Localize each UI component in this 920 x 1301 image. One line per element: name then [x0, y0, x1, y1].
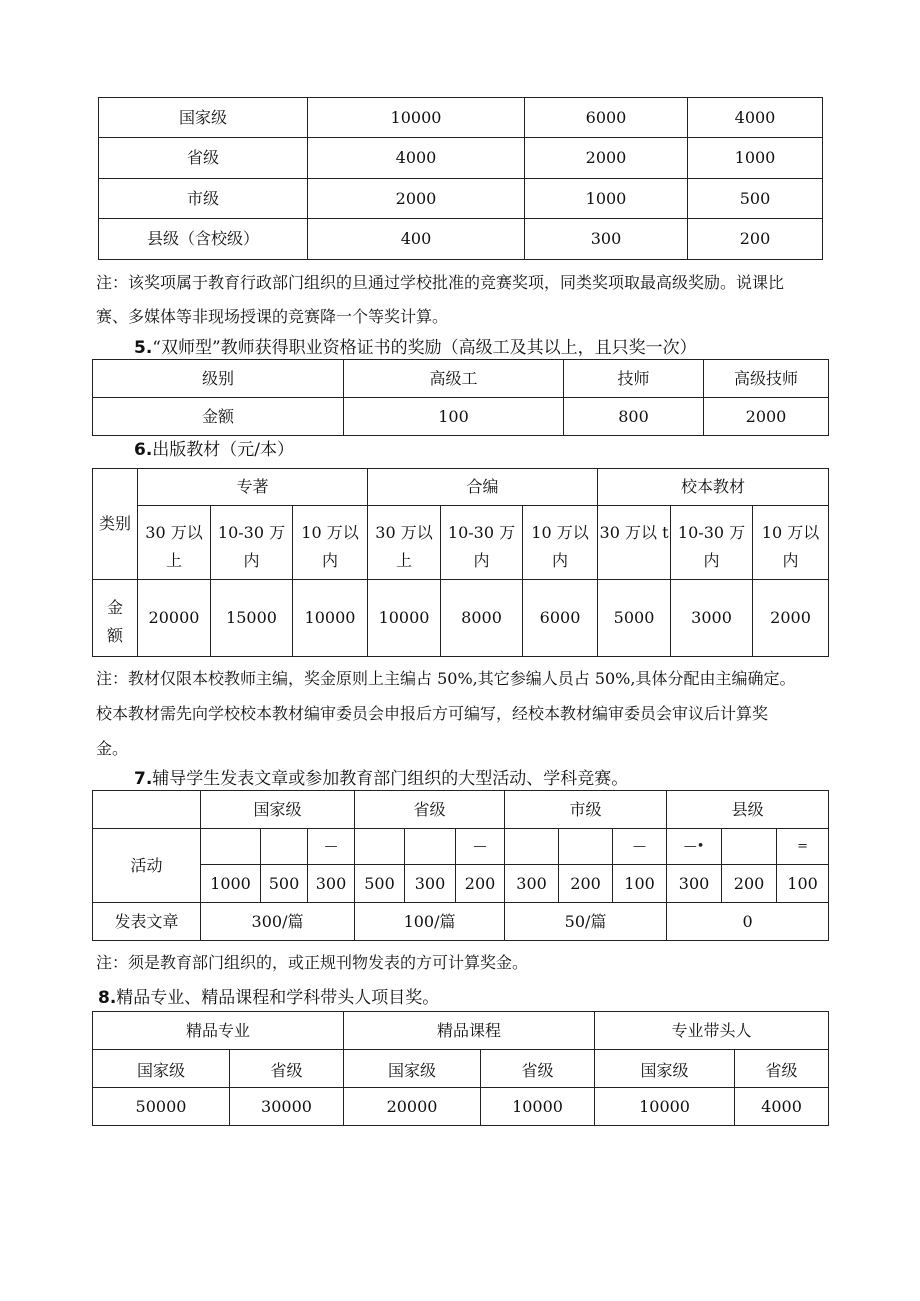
cell-value: 500 — [261, 865, 308, 903]
column-header: 国家级 — [595, 1050, 735, 1088]
column-header: 10 万以 内 — [753, 506, 829, 580]
cell-value: 50/篇 — [505, 903, 667, 941]
cell-value: 2000 — [525, 138, 688, 179]
row-label: 发表文章 — [93, 903, 201, 941]
cell-value: 200 — [559, 865, 613, 903]
column-header: 省级 — [230, 1050, 344, 1088]
cell-value: 2000 — [753, 580, 829, 657]
table-header-row — [93, 360, 829, 398]
column-header: 省级 — [481, 1050, 595, 1088]
column-header: 技师 — [564, 360, 704, 398]
award-table-competition — [98, 97, 823, 260]
cell-value: 10000 — [481, 1088, 595, 1126]
table-header-row — [93, 1012, 829, 1050]
column-header: 10-30 万 内 — [441, 506, 523, 580]
column-header: 30 万以 上 — [138, 506, 211, 580]
rank-mark — [405, 829, 456, 865]
table-row — [93, 1088, 829, 1126]
rank-mark — [559, 829, 613, 865]
cell-value: 1000 — [201, 865, 261, 903]
row-label: 金额 — [93, 398, 344, 436]
cell-value: 800 — [564, 398, 704, 436]
column-header: 高级工 — [344, 360, 564, 398]
row-label: 县级（含校级） — [99, 219, 308, 260]
note-line: 注：教材仅限本校教师主编，奖金原则上主编占 50%,其它参编人员占 50%,具体分配由主编确定。 — [96, 669, 796, 688]
section-7-heading — [134, 767, 628, 791]
cell-value: 10000 — [293, 580, 368, 657]
cell-value: 30000 — [230, 1088, 344, 1126]
row-label: 金 额 — [93, 580, 138, 657]
column-header: 10 万以 内 — [523, 506, 598, 580]
cell-value: 200 — [688, 219, 823, 260]
cell-value: 2000 — [704, 398, 829, 436]
group-header: 专业带头人 — [595, 1012, 829, 1050]
cell-value: 300 — [667, 865, 722, 903]
group-header: 省级 — [355, 791, 505, 829]
section-number: 8. — [98, 988, 117, 1008]
cell-value: 5000 — [598, 580, 671, 657]
rank-mark — [722, 829, 777, 865]
column-header: 省级 — [735, 1050, 829, 1088]
note-line: 金。 — [96, 739, 129, 758]
cell-value: 4000 — [308, 138, 525, 179]
cell-value: 1000 — [525, 179, 688, 219]
section-8-heading — [98, 986, 439, 1010]
cell-value: 4000 — [688, 98, 823, 138]
column-header: 10-30 万 内 — [211, 506, 293, 580]
cell-value: 500 — [688, 179, 823, 219]
rank-mark — [505, 829, 559, 865]
column-header: 10 万以 内 — [293, 506, 368, 580]
note-textbook — [96, 661, 836, 766]
group-header: 校本教材 — [598, 469, 829, 506]
section-number: 5. — [134, 338, 153, 358]
award-table-quality — [92, 1011, 829, 1126]
cell-value: 8000 — [441, 580, 523, 657]
column-header: 30 万以 t — [598, 506, 671, 580]
section-6-heading — [134, 438, 294, 462]
cell-value: 100 — [777, 865, 829, 903]
row-label: 类别 — [93, 469, 138, 580]
cell-value: 10000 — [368, 580, 441, 657]
cell-value: 10000 — [308, 98, 525, 138]
table-row — [99, 138, 823, 179]
table-row — [99, 179, 823, 219]
table-row — [93, 580, 829, 657]
table-row — [99, 219, 823, 260]
rank-mark: — — [456, 829, 505, 865]
note-competition — [96, 266, 836, 334]
group-header: 县级 — [667, 791, 829, 829]
cell-value: 20000 — [344, 1088, 481, 1126]
table-row — [93, 398, 829, 436]
rank-mark: = — [777, 829, 829, 865]
cell-value: 100 — [344, 398, 564, 436]
row-label: 国家级 — [99, 98, 308, 138]
cell-value: 20000 — [138, 580, 211, 657]
column-header: 30 万以 上 — [368, 506, 441, 580]
cell-value: 4000 — [735, 1088, 829, 1126]
cell-value: 2000 — [308, 179, 525, 219]
cell-value: 0 — [667, 903, 829, 941]
rank-mark: — — [308, 829, 355, 865]
group-header: 合编 — [368, 469, 598, 506]
note-line: 注：须是教育部门组织的，或正规刊物发表的方可计算奖金。 — [96, 953, 529, 972]
cell-value: 15000 — [211, 580, 293, 657]
table-subheader-row — [93, 506, 829, 580]
group-header: 精品课程 — [344, 1012, 595, 1050]
cell-value: 3000 — [671, 580, 753, 657]
section-title: 出版教材（元/本） — [152, 440, 295, 460]
cell-value: 1000 — [688, 138, 823, 179]
group-header: 精品专业 — [93, 1012, 344, 1050]
award-table-guidance — [92, 790, 829, 941]
cell-value: 300 — [505, 865, 559, 903]
section-number: 7. — [134, 769, 153, 789]
section-title: 精品专业、精品课程和学科带头人项目奖。 — [116, 988, 440, 1008]
award-table-dual-teacher — [92, 359, 829, 436]
award-table-textbook — [92, 468, 829, 657]
table-header-row — [93, 791, 829, 829]
table-row — [93, 865, 829, 903]
cell-value: 200 — [722, 865, 777, 903]
rank-mark — [261, 829, 308, 865]
row-label: 市级 — [99, 179, 308, 219]
cell-value: 400 — [308, 219, 525, 260]
section-5-heading — [134, 336, 697, 360]
cell-value: 10000 — [595, 1088, 735, 1126]
table-subheader-row — [93, 1050, 829, 1088]
column-header: 级别 — [93, 360, 344, 398]
table-subheader-row — [93, 829, 829, 865]
cell-value: 300 — [308, 865, 355, 903]
cell-value: 6000 — [525, 98, 688, 138]
row-label: 活动 — [93, 829, 201, 903]
table-row — [93, 903, 829, 941]
cell-value: 100/篇 — [355, 903, 505, 941]
cell-value: 50000 — [93, 1088, 230, 1126]
cell-value: 300/篇 — [201, 903, 355, 941]
rank-mark: — — [613, 829, 667, 865]
table-header-row — [93, 469, 829, 506]
column-header: 国家级 — [344, 1050, 481, 1088]
empty-cell — [93, 791, 201, 829]
section-title: 辅导学生发表文章或参加教育部门组织的大型活动、学科竞赛。 — [152, 769, 629, 789]
rank-mark: —• — [667, 829, 722, 865]
section-number: 6. — [134, 440, 153, 460]
column-header: 高级技师 — [704, 360, 829, 398]
table-row — [99, 98, 823, 138]
cell-value: 100 — [613, 865, 667, 903]
rank-mark — [201, 829, 261, 865]
cell-value: 300 — [525, 219, 688, 260]
note-guidance — [96, 946, 836, 980]
group-header: 国家级 — [201, 791, 355, 829]
cell-value: 500 — [355, 865, 405, 903]
rank-mark — [355, 829, 405, 865]
cell-value: 6000 — [523, 580, 598, 657]
column-header: 10-30 万 内 — [671, 506, 753, 580]
note-line: 注：该奖项属于教育行政部门组织的旦通过学校批准的竞赛奖项，同类奖项取最高级奖励。说课比 — [96, 273, 785, 292]
cell-value: 300 — [405, 865, 456, 903]
group-header: 市级 — [505, 791, 667, 829]
note-line: 赛、多媒体等非现场授课的竞赛降一个等奖计算。 — [96, 307, 449, 326]
column-header: 国家级 — [93, 1050, 230, 1088]
note-line: 校本教材需先向学校校本教材编审委员会申报后方可编写，经校本教材编审委员会审议后计算奖 — [96, 704, 769, 723]
section-title: “双师型”教师获得职业资格证书的奖励（高级工及其以上，且只奖一次） — [152, 338, 697, 358]
cell-value: 200 — [456, 865, 505, 903]
group-header: 专著 — [138, 469, 368, 506]
row-label: 省级 — [99, 138, 308, 179]
